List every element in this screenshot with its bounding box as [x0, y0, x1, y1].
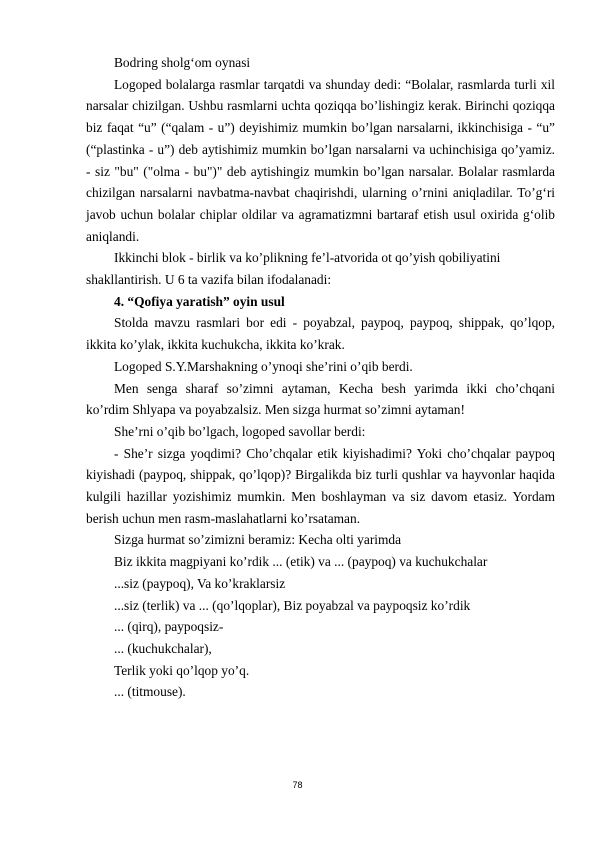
paragraph-logoped-instructions: Logoped bolalarga rasmlar tarqatdi va shunday dedi: “Bolalar, rasmlarda turli xil narsalar chizilgan. Ushbu rasmlarni uchta qoziqqa bo’lishingiz kerak. Birinchi qoziqqa biz faqat “u” (“qalam - u”) deyishimiz mumkin bo’lgan narsalarni, ikkinchisiga - “u” (“plastinka - u”) deb aytishimiz mumkin bo’lgan narsalarni va uchinchisiga qo’yamiz. - siz "bu" ("olma - bu")" deb aytishingiz mumkin bo’lgan narsalar. Bolalar rasmlarda chizilgan narsalarni navbatma-navbat chaqirishdi, ularning o’rnini aniqladilar. To’g‘ri javob uchun bolalar chiplar oldilar va agramatizmni bartaraf etish usul oxirida g‘olib aniqlandi.: [86, 76, 555, 244]
paragraph-rhyme-line-3: ...siz (paypoq), Va ko’kraklarsiz: [114, 575, 286, 591]
paragraph-poem-text: Men senga sharaf so’zimni aytaman, Kecha besh yarimda ikki cho’chqani ko’rdim Shlyapa va poyabzalsiz. Men sizga hurmat so’zimni aytaman!: [86, 380, 555, 418]
body-text: [86, 52, 555, 703]
paragraph-marshak-poem: Logoped S.Y.Marshakning o’ynoqi she’rini o’qib berdi.: [114, 358, 413, 374]
paragraph-table-pictures: Stolda mavzu rasmlari bor edi - poyabzal, paypoq, paypoq, shippak, qo’lqop, ikkita ko’ylak, ikkita kuchukcha, ikkita ko’krak.: [86, 315, 555, 353]
page-number: 78: [292, 780, 303, 790]
paragraph-questions: - She’r sizga yoqdimi? Cho’chqalar etik kiyishadimi? Yoki cho’chqalar paypoq kiyishadi (paypoq, shippak, qo’lqop)? Birgalikda biz turli qushlar va hayvonlar haqida kulgili hazillar yozishimiz mumkin. Men boshlayman va siz davom etasiz. Yordam berish uchun men rasm-maslahatlarni ko’rsataman.: [86, 445, 555, 526]
paragraph-rhyme-line-1: Sizga hurmat so’zimizni beramiz: Kecha olti yarimda: [114, 532, 402, 548]
paragraph-second-block: Ikkinchi blok - birlik va ko’plikning fe’l-atvorida ot qo’yish qobiliyatini shakllantirish. U 6 ta vazifa bilan ifodalanadi:: [86, 250, 501, 288]
paragraph-rhyme-line-7: Terlik yoki qo’lqop yo’q.: [114, 662, 250, 678]
section-heading-rhyme-game: 4. “Qofiya yaratish” oyin usul: [114, 293, 285, 309]
paragraph-rhyme-line-8: ... (titmouse).: [114, 684, 186, 700]
paragraph-rhyme-line-4: ...siz (terlik) va ... (qo’lqoplar), Biz poyabzal va paypoqsiz ko’rdik: [114, 597, 471, 613]
paragraph-questions-intro: She’rni o’qib bo’lgach, logoped savollar berdi:: [114, 423, 366, 439]
paragraph-heading-game-name: Bodring sholg‘om oynasi: [114, 55, 251, 70]
paragraph-rhyme-line-6: ... (kuchukchalar),: [114, 640, 212, 656]
paragraph-rhyme-line-2: Biz ikkita magpiyani ko’rdik ... (etik) va ... (paypoq) va kuchukchalar: [114, 554, 488, 570]
paragraph-rhyme-line-5: ... (qirq), paypoqsiz-: [114, 619, 224, 635]
